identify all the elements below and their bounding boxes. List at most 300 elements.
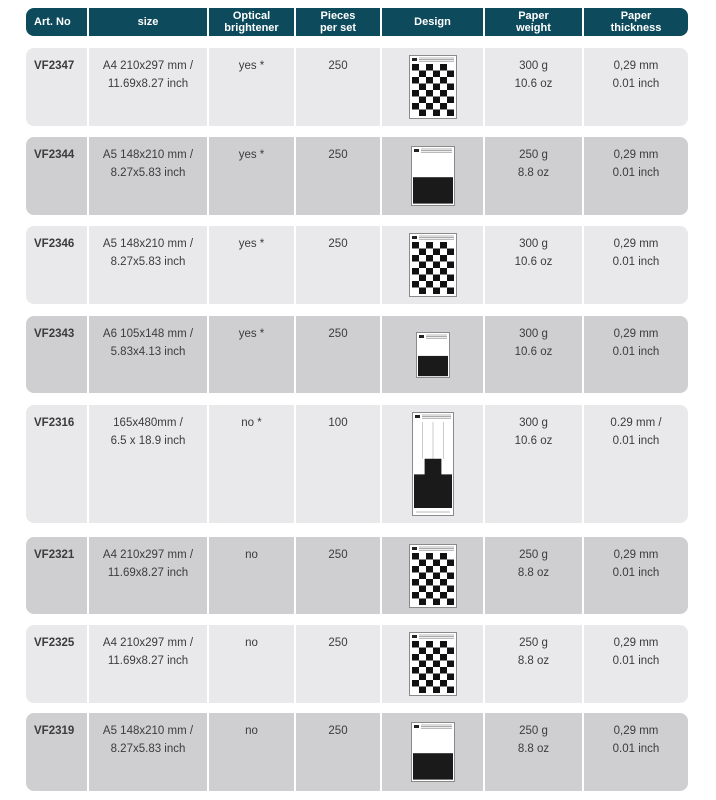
art-number: VF2325 xyxy=(34,637,75,649)
size-line-1: 165x480mm / xyxy=(113,417,183,429)
checker-square xyxy=(447,585,454,592)
cell-text xyxy=(89,414,207,450)
art-number: VF2321 xyxy=(34,549,75,561)
weight-line-2: 10.6 oz xyxy=(514,78,553,90)
checker-square xyxy=(433,687,440,694)
table-row xyxy=(26,713,688,791)
weight-line-1: 300 g xyxy=(519,328,548,340)
weight-line-2: 10.6 oz xyxy=(514,346,553,358)
cell-text xyxy=(89,57,207,93)
art-number: VF2316 xyxy=(34,417,75,429)
size-line-2: 11.69x8.27 inch xyxy=(107,567,189,579)
checker-square xyxy=(419,71,426,78)
checker-square xyxy=(440,566,447,573)
cell-optical-brightener xyxy=(207,405,294,523)
size-line-2: 8.27x5.83 inch xyxy=(110,743,186,755)
cell-text xyxy=(34,57,87,75)
cell-text xyxy=(209,414,294,432)
checker-square xyxy=(412,592,419,599)
cell-size xyxy=(87,537,207,614)
checker-square xyxy=(412,77,419,84)
cell-size xyxy=(87,137,207,215)
size-line-2: 8.27x5.83 inch xyxy=(110,256,186,268)
checker-square xyxy=(433,585,440,592)
table-row xyxy=(26,405,688,523)
checker-square xyxy=(419,572,426,579)
design-thumbnail xyxy=(411,146,455,206)
size-line-2: 6.5 x 18.9 inch xyxy=(110,435,186,447)
checker-square xyxy=(447,84,454,91)
thickness-line-1: 0,29 mm xyxy=(613,238,659,250)
checker-square xyxy=(440,77,447,84)
design-thumbnail xyxy=(409,55,457,119)
cell-text xyxy=(584,722,688,758)
cell-text xyxy=(296,414,380,432)
cell-size xyxy=(87,316,207,393)
cell-size xyxy=(87,625,207,703)
pieces-value: 250 xyxy=(328,328,348,340)
checker-square xyxy=(412,680,419,687)
design-image xyxy=(382,316,483,393)
cell-paper-weight xyxy=(483,48,582,126)
checker-square xyxy=(426,680,433,687)
cell-text xyxy=(34,546,87,564)
cell-paper-weight xyxy=(483,226,582,304)
design-thumbnail xyxy=(416,332,450,378)
cell-design xyxy=(380,137,483,215)
cell-art-no xyxy=(26,713,87,791)
size-line-1: A5 148x210 mm / xyxy=(102,725,194,737)
checker-square xyxy=(426,281,433,288)
cell-text xyxy=(485,325,582,361)
optical-brightener-value: yes * xyxy=(238,328,265,340)
checker-square xyxy=(419,674,426,681)
cell-paper-weight xyxy=(483,316,582,393)
checker-square xyxy=(433,559,440,566)
cell-art-no xyxy=(26,316,87,393)
cell-pieces-per-set xyxy=(294,316,380,393)
checker-square xyxy=(440,281,447,288)
checker-square xyxy=(440,641,447,648)
checker-square xyxy=(440,255,447,262)
checker-square xyxy=(440,242,447,249)
weight-line-2: 10.6 oz xyxy=(514,256,553,268)
size-line-1: A4 210x297 mm / xyxy=(102,549,194,561)
checker-square xyxy=(426,654,433,661)
checker-square xyxy=(426,103,433,110)
size-line-1: A4 210x297 mm / xyxy=(102,637,194,649)
optical-brightener-value: no xyxy=(245,725,258,737)
design-image xyxy=(382,226,483,304)
cell-text xyxy=(209,546,294,564)
checker-square xyxy=(412,566,419,573)
checker-square xyxy=(433,275,440,282)
checker-square xyxy=(412,242,419,249)
checker-square xyxy=(419,262,426,269)
cell-design xyxy=(380,625,483,703)
cell-size xyxy=(87,713,207,791)
checker-square xyxy=(412,641,419,648)
design-image xyxy=(382,405,483,523)
cell-pieces-per-set xyxy=(294,226,380,304)
thickness-line-1: 0,29 mm xyxy=(613,328,659,340)
checker-square xyxy=(412,553,419,560)
design-thumbnail xyxy=(409,233,457,297)
checker-square xyxy=(412,255,419,262)
design-image xyxy=(382,713,483,791)
thickness-line-1: 0,29 mm xyxy=(613,549,659,561)
cell-paper-thickness xyxy=(582,316,688,393)
checker-square xyxy=(433,661,440,668)
cell-pieces-per-set xyxy=(294,625,380,703)
thickness-line-1: 0.29 mm / xyxy=(610,417,662,429)
checker-square xyxy=(433,674,440,681)
header-paper-thickness: Paper thickness xyxy=(582,8,688,36)
cell-paper-thickness xyxy=(582,137,688,215)
checker-square xyxy=(412,64,419,71)
art-number: VF2344 xyxy=(34,149,75,161)
cell-text xyxy=(485,414,582,450)
checker-square xyxy=(433,110,440,117)
checker-square xyxy=(447,110,454,117)
optical-brightener-value: no xyxy=(245,549,258,561)
design-thumbnail xyxy=(409,544,457,608)
cell-pieces-per-set xyxy=(294,137,380,215)
cell-text xyxy=(34,414,87,432)
thickness-line-1: 0,29 mm xyxy=(613,725,659,737)
cell-pieces-per-set xyxy=(294,405,380,523)
cell-paper-thickness xyxy=(582,625,688,703)
checker-square xyxy=(440,680,447,687)
pieces-value: 250 xyxy=(328,149,348,161)
checker-square xyxy=(447,687,454,694)
cell-art-no xyxy=(26,625,87,703)
table-row xyxy=(26,625,688,703)
cell-text xyxy=(584,235,688,271)
black-block xyxy=(413,177,453,203)
cell-text xyxy=(296,325,380,343)
pieces-value: 250 xyxy=(328,238,348,250)
black-block xyxy=(418,355,448,375)
cell-paper-weight xyxy=(483,537,582,614)
checker-square xyxy=(426,268,433,275)
thickness-line-2: 0.01 inch xyxy=(612,655,660,667)
cell-text xyxy=(584,146,688,182)
checker-square xyxy=(426,553,433,560)
cell-text xyxy=(296,546,380,564)
checker-square xyxy=(419,585,426,592)
cell-text xyxy=(296,146,380,164)
cell-design xyxy=(380,537,483,614)
cell-text xyxy=(209,235,294,253)
size-line-1: A5 148x210 mm / xyxy=(102,238,194,250)
size-line-2: 8.27x5.83 inch xyxy=(110,167,186,179)
checker-square xyxy=(440,90,447,97)
checker-square xyxy=(440,654,447,661)
checker-square xyxy=(447,262,454,269)
checker-square xyxy=(419,559,426,566)
cell-text xyxy=(296,235,380,253)
cell-text xyxy=(296,57,380,75)
checker-square xyxy=(447,661,454,668)
cell-optical-brightener xyxy=(207,713,294,791)
cell-text xyxy=(485,235,582,271)
checker-square xyxy=(447,249,454,256)
header-design: Design xyxy=(380,8,483,36)
checker-square xyxy=(447,559,454,566)
design-image xyxy=(382,137,483,215)
table-row xyxy=(26,226,688,304)
cell-optical-brightener xyxy=(207,625,294,703)
checker-square xyxy=(440,268,447,275)
thickness-line-2: 0.01 inch xyxy=(612,78,660,90)
art-number: VF2319 xyxy=(34,725,75,737)
weight-line-2: 8.8 oz xyxy=(517,743,550,755)
cell-paper-weight xyxy=(483,713,582,791)
checker-square xyxy=(447,674,454,681)
cell-optical-brightener xyxy=(207,537,294,614)
weight-line-1: 250 g xyxy=(519,549,548,561)
cell-pieces-per-set xyxy=(294,48,380,126)
cell-text xyxy=(34,722,87,740)
cell-paper-weight xyxy=(483,405,582,523)
thickness-line-2: 0.01 inch xyxy=(612,256,660,268)
cell-text xyxy=(485,546,582,582)
cell-text xyxy=(209,634,294,652)
cell-optical-brightener xyxy=(207,48,294,126)
checker-square xyxy=(440,553,447,560)
cell-art-no xyxy=(26,537,87,614)
black-block xyxy=(413,753,453,779)
size-line-2: 11.69x8.27 inch xyxy=(107,78,189,90)
art-number: VF2346 xyxy=(34,238,75,250)
checker-square xyxy=(440,64,447,71)
cell-paper-thickness xyxy=(582,226,688,304)
size-line-1: A6 105x148 mm / xyxy=(102,328,194,340)
cell-text xyxy=(89,235,207,271)
checker-square xyxy=(412,268,419,275)
cell-text xyxy=(584,546,688,582)
cell-text xyxy=(296,634,380,652)
checker-square xyxy=(440,592,447,599)
checker-square xyxy=(412,579,419,586)
weight-line-2: 8.8 oz xyxy=(517,167,550,179)
weight-line-2: 10.6 oz xyxy=(514,435,553,447)
pieces-value: 250 xyxy=(328,637,348,649)
weight-line-2: 8.8 oz xyxy=(517,655,550,667)
cell-text xyxy=(89,146,207,182)
checker-square xyxy=(433,262,440,269)
checker-square xyxy=(433,71,440,78)
cell-text xyxy=(89,634,207,670)
checker-square xyxy=(440,103,447,110)
checker-square xyxy=(412,90,419,97)
checker-square xyxy=(447,572,454,579)
cell-art-no xyxy=(26,405,87,523)
cell-paper-thickness xyxy=(582,405,688,523)
cell-optical-brightener xyxy=(207,137,294,215)
cell-text xyxy=(34,634,87,652)
cell-design xyxy=(380,48,483,126)
table-row xyxy=(26,316,688,393)
optical-brightener-value: no xyxy=(245,637,258,649)
size-line-2: 5.83x4.13 inch xyxy=(110,346,186,358)
checker-square xyxy=(419,110,426,117)
header-optical-brightener: Optical brightener xyxy=(207,8,294,36)
design-image xyxy=(382,625,483,703)
checker-square xyxy=(447,275,454,282)
cell-paper-thickness xyxy=(582,713,688,791)
checker-square xyxy=(419,97,426,104)
checker-square xyxy=(447,288,454,295)
checker-square xyxy=(426,90,433,97)
cell-paper-thickness xyxy=(582,48,688,126)
optical-brightener-value: no * xyxy=(241,417,262,429)
cell-text xyxy=(296,722,380,740)
cell-paper-weight xyxy=(483,137,582,215)
checker-square xyxy=(433,97,440,104)
checker-square xyxy=(426,592,433,599)
cell-text xyxy=(89,722,207,758)
size-line-2: 11.69x8.27 inch xyxy=(107,655,189,667)
cell-design xyxy=(380,405,483,523)
cell-optical-brightener xyxy=(207,316,294,393)
checker-square xyxy=(440,667,447,674)
cell-text xyxy=(34,146,87,164)
design-thumbnail xyxy=(411,722,455,782)
checker-square xyxy=(419,84,426,91)
checker-square xyxy=(433,572,440,579)
checker-square xyxy=(419,661,426,668)
cell-art-no xyxy=(26,226,87,304)
optical-brightener-value: yes * xyxy=(238,149,265,161)
cell-text xyxy=(209,146,294,164)
pieces-value: 100 xyxy=(328,417,348,429)
thickness-line-2: 0.01 inch xyxy=(612,567,660,579)
cell-art-no xyxy=(26,48,87,126)
cell-text xyxy=(89,546,207,582)
design-thumbnail xyxy=(409,632,457,696)
checker-square xyxy=(419,249,426,256)
cell-size xyxy=(87,226,207,304)
weight-line-1: 300 g xyxy=(519,238,548,250)
table-row xyxy=(26,137,688,215)
cell-text xyxy=(485,146,582,182)
checker-square xyxy=(426,566,433,573)
cell-design xyxy=(380,316,483,393)
optical-brightener-value: yes * xyxy=(238,238,265,250)
cell-text xyxy=(584,57,688,93)
checker-square xyxy=(426,64,433,71)
cell-text xyxy=(485,57,582,93)
pieces-value: 250 xyxy=(328,60,348,72)
cell-text xyxy=(209,722,294,740)
weight-line-1: 250 g xyxy=(519,725,548,737)
checker-square xyxy=(440,579,447,586)
checker-square xyxy=(426,667,433,674)
header-pieces-per-set: Pieces per set xyxy=(294,8,380,36)
checker-square xyxy=(426,579,433,586)
header-size: size xyxy=(87,8,207,36)
thickness-line-2: 0.01 inch xyxy=(612,435,660,447)
checker-square xyxy=(419,275,426,282)
cell-size xyxy=(87,405,207,523)
checker-square xyxy=(412,654,419,661)
header-art-no: Art. No xyxy=(34,16,71,28)
cell-text xyxy=(34,325,87,343)
checker-square xyxy=(419,598,426,605)
checker-square xyxy=(412,667,419,674)
cell-optical-brightener xyxy=(207,226,294,304)
thickness-line-2: 0.01 inch xyxy=(612,346,660,358)
thickness-line-1: 0,29 mm xyxy=(613,60,659,72)
table-row xyxy=(26,48,688,126)
checker-square xyxy=(426,242,433,249)
thickness-line-1: 0,29 mm xyxy=(613,149,659,161)
cell-paper-weight xyxy=(483,625,582,703)
weight-line-2: 8.8 oz xyxy=(517,567,550,579)
checker-square xyxy=(433,648,440,655)
art-number: VF2347 xyxy=(34,60,75,72)
weight-line-1: 300 g xyxy=(519,60,548,72)
cell-design xyxy=(380,226,483,304)
checker-square xyxy=(433,288,440,295)
size-line-1: A4 210x297 mm / xyxy=(102,60,194,72)
cell-paper-thickness xyxy=(582,537,688,614)
cell-art-no xyxy=(26,137,87,215)
pieces-value: 250 xyxy=(328,725,348,737)
pieces-value: 250 xyxy=(328,549,348,561)
optical-brightener-value: yes * xyxy=(238,60,265,72)
cell-pieces-per-set xyxy=(294,713,380,791)
table-row xyxy=(26,537,688,614)
cell-text xyxy=(89,325,207,361)
checker-square xyxy=(419,687,426,694)
design-thumbnail xyxy=(412,412,454,516)
header-paper-weight: Paper weight xyxy=(483,8,582,36)
size-line-1: A5 148x210 mm / xyxy=(102,149,194,161)
checker-square xyxy=(412,281,419,288)
checker-square xyxy=(447,97,454,104)
cell-text xyxy=(485,722,582,758)
table-header xyxy=(26,8,688,36)
checker-square xyxy=(426,641,433,648)
checker-square xyxy=(447,648,454,655)
checker-square xyxy=(426,77,433,84)
design-image xyxy=(382,48,483,126)
weight-line-1: 250 g xyxy=(519,637,548,649)
design-image xyxy=(382,537,483,614)
cell-text xyxy=(209,325,294,343)
cell-design xyxy=(380,713,483,791)
art-number: VF2343 xyxy=(34,328,75,340)
checker-square xyxy=(433,249,440,256)
checker-square xyxy=(419,648,426,655)
cell-text xyxy=(209,57,294,75)
cell-text xyxy=(584,325,688,361)
checker-square xyxy=(419,288,426,295)
cell-text xyxy=(485,634,582,670)
cell-text xyxy=(34,235,87,253)
checker-square xyxy=(447,598,454,605)
cell-size xyxy=(87,48,207,126)
checker-square xyxy=(447,71,454,78)
cell-text xyxy=(584,414,688,450)
weight-line-1: 300 g xyxy=(519,417,548,429)
checker-square xyxy=(433,598,440,605)
thickness-line-2: 0.01 inch xyxy=(612,743,660,755)
cell-pieces-per-set xyxy=(294,537,380,614)
